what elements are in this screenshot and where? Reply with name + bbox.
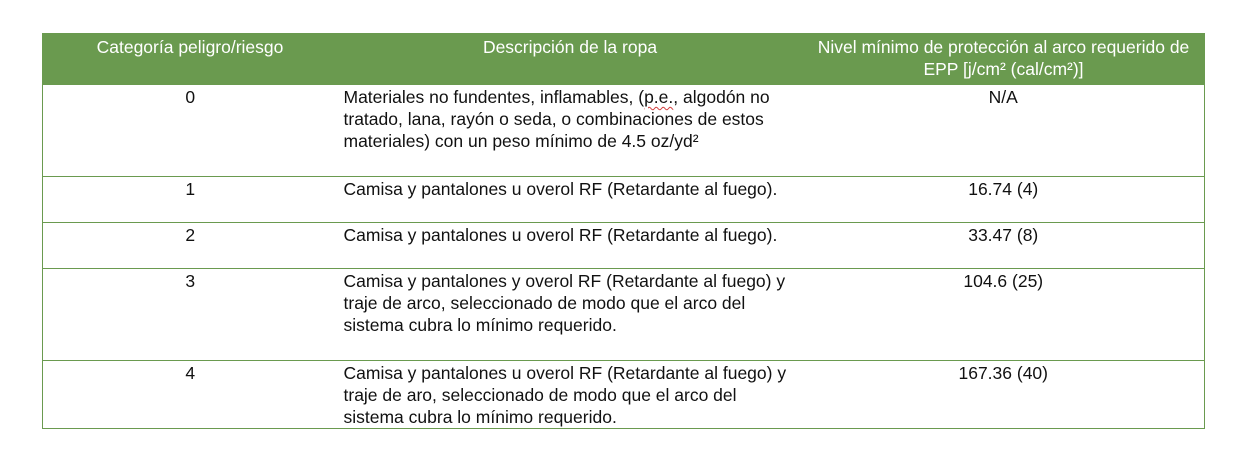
- spellcheck-flagged-word: p.e.: [644, 87, 674, 107]
- category-cell: 2: [43, 223, 338, 269]
- table-row: [43, 361, 1205, 429]
- protection-level-cell: 167.36 (40): [803, 361, 1205, 429]
- header-protection-level: Nivel mínimo de protección al arco requerido de EPP [j/cm² (cal/cm²)]: [803, 34, 1205, 85]
- table-row: [43, 177, 1205, 223]
- description-cell: [338, 85, 803, 177]
- category-cell: 1: [43, 177, 338, 223]
- description-cell: Camisa y pantalones u overol RF (Retardante al fuego).: [338, 223, 803, 269]
- table-row: [43, 85, 1205, 177]
- description-text: , algodón no tratado, lana, rayón o seda, o combinaciones de estos materiales) con un peso mínimo de 4.5 oz/yd²: [343, 87, 770, 151]
- description-text: Materiales no fundentes, inflamables, (: [343, 87, 645, 107]
- description-cell: Camisa y pantalones y overol RF (Retardante al fuego) y traje de arco, seleccionado de modo que el arco del sistema cubra lo mínimo requerido.: [338, 269, 803, 361]
- protection-level-cell: N/A: [803, 85, 1205, 177]
- description-cell: Camisa y pantalones u overol RF (Retardante al fuego) y traje de aro, seleccionado de modo que el arco del sistema cubra lo mínimo requerido.: [338, 361, 803, 429]
- table-header-row: [43, 34, 1205, 85]
- header-category: Categoría peligro/riesgo: [43, 34, 338, 85]
- category-cell: 4: [43, 361, 338, 429]
- table-row: [43, 269, 1205, 361]
- table-row: [43, 223, 1205, 269]
- protection-level-cell: 16.74 (4): [803, 177, 1205, 223]
- protection-level-cell: 33.47 (8): [803, 223, 1205, 269]
- header-description: Descripción de la ropa: [338, 34, 803, 85]
- ppe-category-table: [42, 33, 1205, 429]
- description-cell: Camisa y pantalones u overol RF (Retardante al fuego).: [338, 177, 803, 223]
- protection-level-cell: 104.6 (25): [803, 269, 1205, 361]
- category-cell: 0: [43, 85, 338, 177]
- category-cell: 3: [43, 269, 338, 361]
